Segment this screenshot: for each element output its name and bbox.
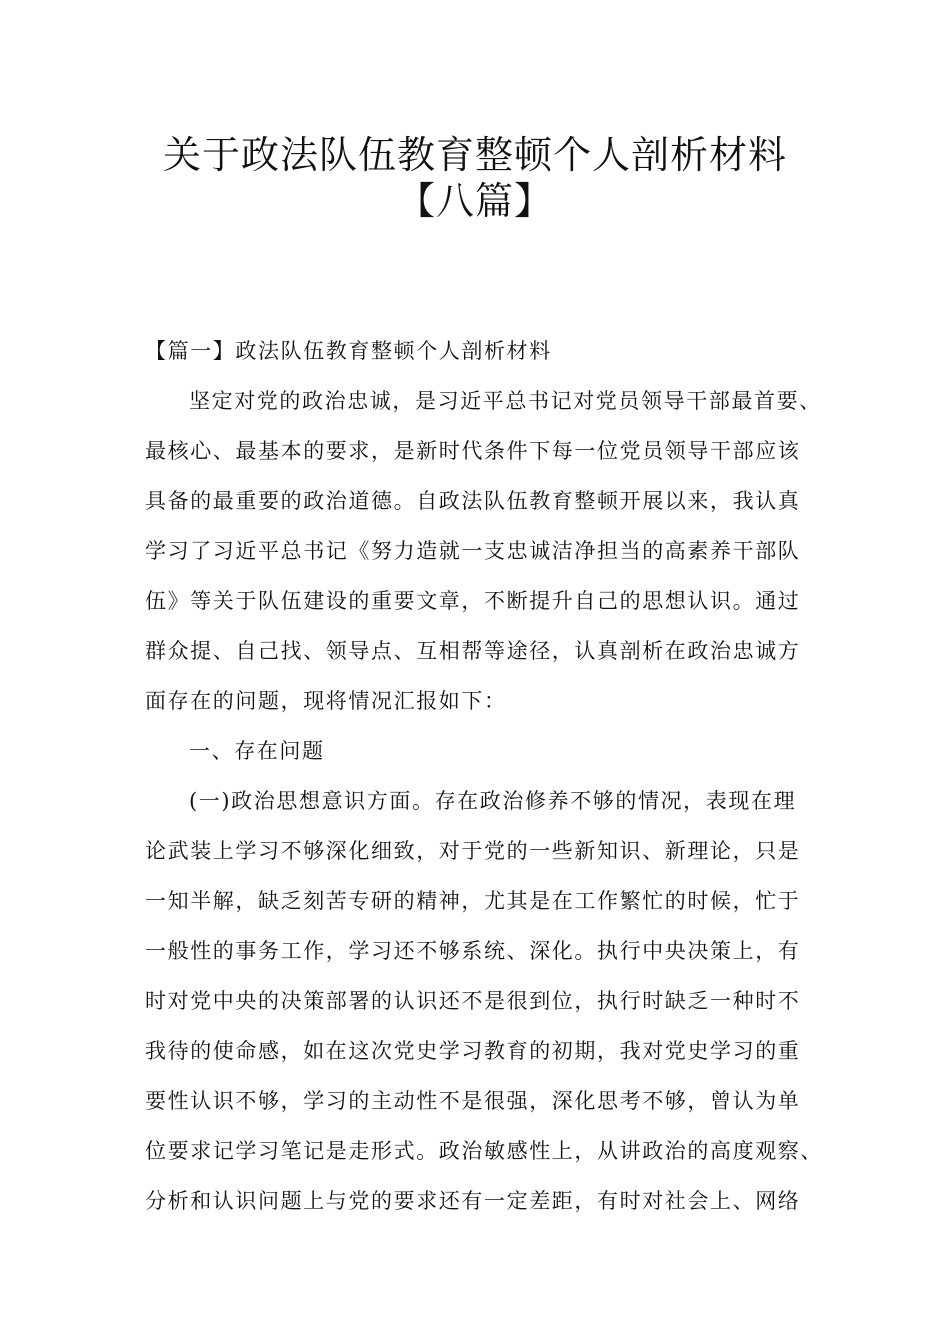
issues-paragraph	[145, 776, 825, 1226]
paragraph-line: 一般性的事务工作，学习还不够系统、深化。执行中央决策上，有	[145, 939, 801, 963]
paragraph-line: 我待的使命感，如在这次党史学习教育的初期，我对党史学习的重	[145, 1039, 801, 1063]
section-heading-text: 【篇一】政法队伍教育整顿个人剖析材料	[145, 339, 552, 363]
paragraph-line: (一)政治思想意识方面。存在政治修养不够的情况，表现在理	[189, 789, 797, 813]
document-title-line-1: 关于政法队伍教育整顿个人剖析材料	[162, 133, 787, 177]
document-title-line-2: 【八篇】	[396, 179, 553, 223]
paragraph-line: 位要求记学习笔记是走形式。政治敏感性上，从讲政治的高度观察、	[145, 1139, 823, 1163]
paragraph-line: 一知半解，缺乏刻苦专研的精神，尤其是在工作繁忙的时候，忙于	[145, 889, 801, 913]
paragraph-line: 面存在的问题，现将情况汇报如下：	[145, 689, 507, 713]
paragraph-line: 论武装上学习不够深化细致，对于党的一些新知识、新理论，只是	[145, 839, 801, 863]
paragraph-line: 时对党中央的决策部署的认识还不是很到位，执行时缺乏一种时不	[145, 989, 801, 1013]
paragraph-line: 群众提、自己找、领导点、互相帮等途径，认真剖析在政治忠诚方	[145, 639, 801, 663]
paragraph-line: 要性认识不够，学习的主动性不是很强，深化思考不够，曾认为单	[145, 1089, 801, 1113]
intro-paragraph	[145, 376, 825, 726]
paragraph-line: 学习了习近平总书记《努力造就一支忠诚洁净担当的高素养干部队	[145, 539, 801, 563]
subheading	[145, 726, 825, 776]
paragraph-line: 具备的最重要的政治道德。自政法队伍教育整顿开展以来，我认真	[145, 489, 801, 513]
paragraph-line: 坚定对党的政治忠诚，是习近平总书记对党员领导干部最首要、	[189, 389, 822, 413]
paragraph-line: 伍》等关于队伍建设的重要文章，不断提升自己的思想认识。通过	[145, 589, 801, 613]
paragraph-line: 最核心、最基本的要求，是新时代条件下每一位党员领导干部应该	[145, 439, 801, 463]
section-heading	[145, 326, 825, 376]
subheading-text: 一、存在问题	[189, 739, 325, 763]
paragraph-line: 分析和认识问题上与党的要求还有一定差距，有时对社会上、网络	[145, 1189, 801, 1213]
